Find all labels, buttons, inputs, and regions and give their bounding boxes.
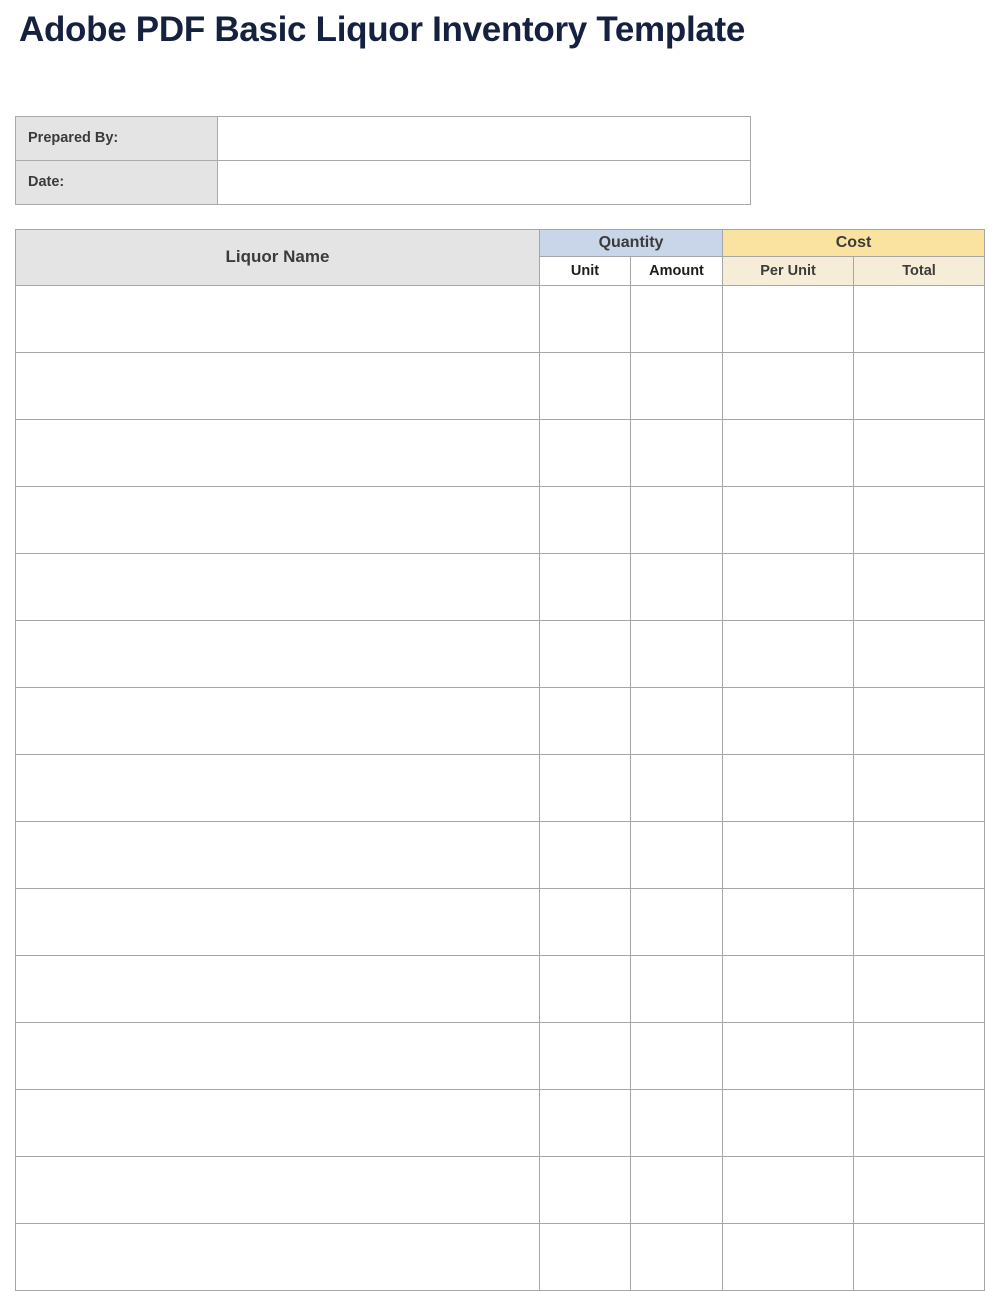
cell-per-unit[interactable] (723, 754, 854, 821)
cell-unit[interactable] (540, 419, 631, 486)
column-header-liquor-name: Liquor Name (16, 229, 540, 285)
cell-unit[interactable] (540, 352, 631, 419)
cell-liquor-name[interactable] (16, 620, 540, 687)
table-row (16, 1022, 985, 1089)
date-label: Date: (16, 160, 218, 204)
date-field[interactable] (218, 160, 751, 204)
cell-per-unit[interactable] (723, 1022, 854, 1089)
cell-per-unit[interactable] (723, 285, 854, 352)
cell-liquor-name[interactable] (16, 1022, 540, 1089)
cell-unit[interactable] (540, 486, 631, 553)
cell-total[interactable] (854, 620, 985, 687)
cell-liquor-name[interactable] (16, 888, 540, 955)
cell-amount[interactable] (631, 620, 723, 687)
page-title: Adobe PDF Basic Liquor Inventory Template (19, 10, 746, 49)
cell-amount[interactable] (631, 1022, 723, 1089)
table-row (16, 821, 985, 888)
cell-liquor-name[interactable] (16, 754, 540, 821)
cell-amount[interactable] (631, 1156, 723, 1223)
cell-total[interactable] (854, 1089, 985, 1156)
cell-amount[interactable] (631, 687, 723, 754)
table-row (16, 620, 985, 687)
cell-total[interactable] (854, 352, 985, 419)
table-row (16, 1223, 985, 1290)
cell-total[interactable] (854, 1156, 985, 1223)
cell-total[interactable] (854, 1223, 985, 1290)
cell-total[interactable] (854, 955, 985, 1022)
cell-per-unit[interactable] (723, 888, 854, 955)
cell-per-unit[interactable] (723, 955, 854, 1022)
cell-liquor-name[interactable] (16, 1223, 540, 1290)
cell-amount[interactable] (631, 754, 723, 821)
cell-total[interactable] (854, 1022, 985, 1089)
table-row (16, 1156, 985, 1223)
cell-unit[interactable] (540, 1156, 631, 1223)
cell-total[interactable] (854, 888, 985, 955)
table-row (16, 352, 985, 419)
cell-liquor-name[interactable] (16, 1089, 540, 1156)
cell-per-unit[interactable] (723, 1156, 854, 1223)
cell-per-unit[interactable] (723, 620, 854, 687)
cell-amount[interactable] (631, 955, 723, 1022)
table-row (16, 888, 985, 955)
table-row (16, 1089, 985, 1156)
cell-liquor-name[interactable] (16, 955, 540, 1022)
cell-amount[interactable] (631, 821, 723, 888)
document-page (0, 8, 1000, 1258)
table-row (16, 955, 985, 1022)
prepared-by-field[interactable] (218, 116, 751, 160)
table-row (16, 285, 985, 352)
table-row (16, 754, 985, 821)
cell-unit[interactable] (540, 620, 631, 687)
cell-per-unit[interactable] (723, 1089, 854, 1156)
cell-unit[interactable] (540, 1223, 631, 1290)
cell-liquor-name[interactable] (16, 419, 540, 486)
table-header (16, 229, 985, 285)
table-row (16, 419, 985, 486)
column-header-total: Total (854, 257, 985, 286)
cell-amount[interactable] (631, 419, 723, 486)
table-row (16, 486, 985, 553)
cell-per-unit[interactable] (723, 553, 854, 620)
cell-liquor-name[interactable] (16, 821, 540, 888)
prepared-by-label: Prepared By: (16, 116, 218, 160)
cell-liquor-name[interactable] (16, 687, 540, 754)
table-row (16, 116, 751, 160)
cell-liquor-name[interactable] (16, 1156, 540, 1223)
cell-amount[interactable] (631, 352, 723, 419)
column-group-header-cost: Cost (723, 229, 985, 256)
table-row (16, 553, 985, 620)
prepared-by-table (15, 116, 751, 205)
cell-total[interactable] (854, 553, 985, 620)
cell-amount[interactable] (631, 553, 723, 620)
cell-per-unit[interactable] (723, 821, 854, 888)
cell-liquor-name[interactable] (16, 486, 540, 553)
cell-total[interactable] (854, 285, 985, 352)
header-group-row (16, 229, 985, 256)
cell-total[interactable] (854, 821, 985, 888)
cell-unit[interactable] (540, 1089, 631, 1156)
cell-per-unit[interactable] (723, 1223, 854, 1290)
cell-amount[interactable] (631, 1089, 723, 1156)
cell-unit[interactable] (540, 955, 631, 1022)
cell-unit[interactable] (540, 553, 631, 620)
cell-amount[interactable] (631, 486, 723, 553)
cell-total[interactable] (854, 486, 985, 553)
cell-amount[interactable] (631, 285, 723, 352)
column-header-unit: Unit (540, 257, 631, 286)
cell-per-unit[interactable] (723, 419, 854, 486)
cell-unit[interactable] (540, 888, 631, 955)
cell-unit[interactable] (540, 1022, 631, 1089)
column-header-amount: Amount (631, 257, 723, 286)
table-body (16, 285, 985, 1290)
table-row (16, 687, 985, 754)
cell-per-unit[interactable] (723, 352, 854, 419)
cell-amount[interactable] (631, 1223, 723, 1290)
cell-liquor-name[interactable] (16, 352, 540, 419)
column-header-per-unit: Per Unit (723, 257, 854, 286)
cell-total[interactable] (854, 687, 985, 754)
cell-liquor-name[interactable] (16, 285, 540, 352)
cell-total[interactable] (854, 754, 985, 821)
cell-unit[interactable] (540, 687, 631, 754)
cell-liquor-name[interactable] (16, 553, 540, 620)
liquor-inventory-table (15, 229, 985, 1291)
cell-unit[interactable] (540, 754, 631, 821)
cell-per-unit[interactable] (723, 486, 854, 553)
cell-total[interactable] (854, 419, 985, 486)
cell-unit[interactable] (540, 285, 631, 352)
column-group-header-quantity: Quantity (540, 229, 723, 256)
table-row (16, 160, 751, 204)
cell-per-unit[interactable] (723, 687, 854, 754)
cell-amount[interactable] (631, 888, 723, 955)
cell-unit[interactable] (540, 821, 631, 888)
